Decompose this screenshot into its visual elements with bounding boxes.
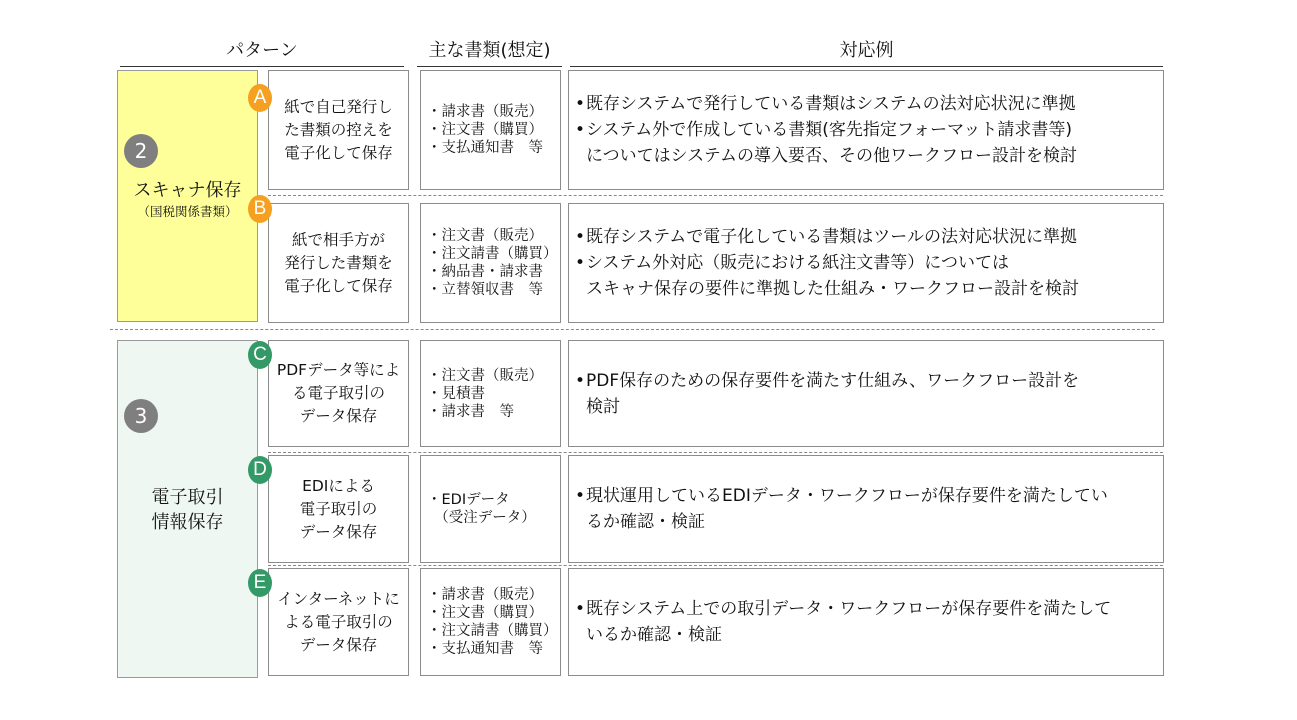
response-cell — [568, 70, 1164, 190]
document-item: ・注文請書（購買） — [427, 623, 558, 639]
response-item — [575, 224, 1155, 250]
pattern-badge-c: C — [248, 341, 272, 369]
pattern-cell: インターネットに よる電子取引の データ保存 — [268, 568, 409, 676]
response-cell — [568, 455, 1164, 563]
group-title: スキャナ保存 — [133, 180, 242, 201]
documents-cell — [420, 340, 561, 447]
pattern-cell: 紙で相手方が 発行した書類を 電子化して保存 — [268, 203, 409, 323]
response-item — [575, 250, 1155, 302]
bullet: • — [575, 120, 586, 140]
pattern-badge-d: D — [248, 456, 272, 484]
response-text: PDF保存のための保存要件を満たす仕組み、ワークフロー設計を 検討 — [586, 370, 1080, 417]
bullet: • — [575, 227, 586, 247]
response-text: 現状運用しているEDIデータ・ワークフローが保存要件を満たしてい るか確認・検証 — [586, 486, 1108, 532]
header-response: 対応例 — [570, 40, 1163, 67]
group-title: 電子取引 情報保存 — [151, 487, 224, 533]
document-item: ・納品書・請求書 — [427, 264, 543, 280]
response-item — [575, 117, 1155, 169]
document-item: ・注文請書（購買） — [427, 246, 558, 262]
bullet: • — [575, 486, 586, 506]
document-item: ・注文書（販売） — [427, 367, 543, 384]
group-2-scanner-storage — [117, 70, 258, 322]
row-separator — [268, 565, 1163, 566]
group-subtitle: （国税関係書類） — [137, 204, 238, 219]
row-separator — [268, 452, 1163, 453]
response-text: システム外対応（販売における紙注文書等）については スキャナ保存の要件に準拠した仕組み・ワークフロー設計を検討 — [586, 253, 1079, 299]
document-item: ・注文書（購買） — [427, 605, 543, 621]
pattern-cell: EDIによる 電子取引の データ保存 — [268, 455, 409, 563]
document-item: ・請求書（販売） — [427, 104, 543, 120]
response-cell — [568, 568, 1164, 676]
bullet: • — [575, 253, 586, 273]
pattern-badge-e: E — [248, 569, 272, 597]
response-cell — [568, 203, 1164, 323]
pattern-badge-a: A — [248, 84, 272, 112]
document-item: ・EDIデータ — [427, 492, 510, 508]
group-number-circle: 3 — [124, 399, 158, 433]
bullet: • — [575, 370, 586, 391]
response-item — [575, 368, 1155, 420]
document-item: ・支払通知書 等 — [427, 641, 543, 657]
document-item: ・支払通知書 等 — [427, 140, 543, 156]
documents-cell — [420, 70, 561, 190]
response-cell — [568, 340, 1164, 447]
bullet: • — [575, 94, 586, 114]
documents-cell — [420, 455, 561, 563]
response-item — [575, 91, 1155, 117]
response-item — [575, 596, 1155, 648]
header-pattern: パターン — [120, 40, 404, 67]
section-separator — [110, 329, 1155, 330]
response-item — [575, 483, 1155, 535]
group-number-circle: 2 — [124, 134, 158, 168]
documents-cell — [420, 203, 561, 323]
document-item: ・注文書（購買） — [427, 122, 543, 138]
bullet: • — [575, 599, 586, 619]
response-text: 既存システムで発行している書類はシステムの法対応状況に準拠 — [586, 94, 1076, 114]
response-text: 既存システムで電子化している書類はツールの法対応状況に準拠 — [586, 227, 1077, 247]
document-item: ・見積書 — [427, 385, 485, 402]
pattern-cell: 紙で自己発行し た書類の控えを 電子化して保存 — [268, 70, 409, 190]
document-item: ・注文書（販売） — [427, 228, 543, 244]
pattern-cell: PDFデータ等によ る電子取引の データ保存 — [268, 340, 409, 447]
row-separator — [268, 195, 1163, 196]
document-item: ・立替領収書 等 — [427, 282, 543, 298]
group-3-electronic-transaction — [117, 340, 258, 678]
response-text: 既存システム上での取引データ・ワークフローが保存要件を満たして いるか確認・検証 — [586, 599, 1112, 645]
pattern-badge-b: B — [248, 195, 272, 223]
document-item: ・請求書（販売） — [427, 587, 543, 603]
response-text: システム外で作成している書類(客先指定フォーマット請求書等) についてはシステムの導入要否、その他ワークフロー設計を検討 — [586, 120, 1077, 166]
header-documents: 主な書類(想定) — [417, 40, 562, 67]
documents-cell — [420, 568, 561, 676]
document-item: （受注データ） — [427, 510, 536, 526]
document-item: ・請求書 等 — [427, 403, 514, 420]
